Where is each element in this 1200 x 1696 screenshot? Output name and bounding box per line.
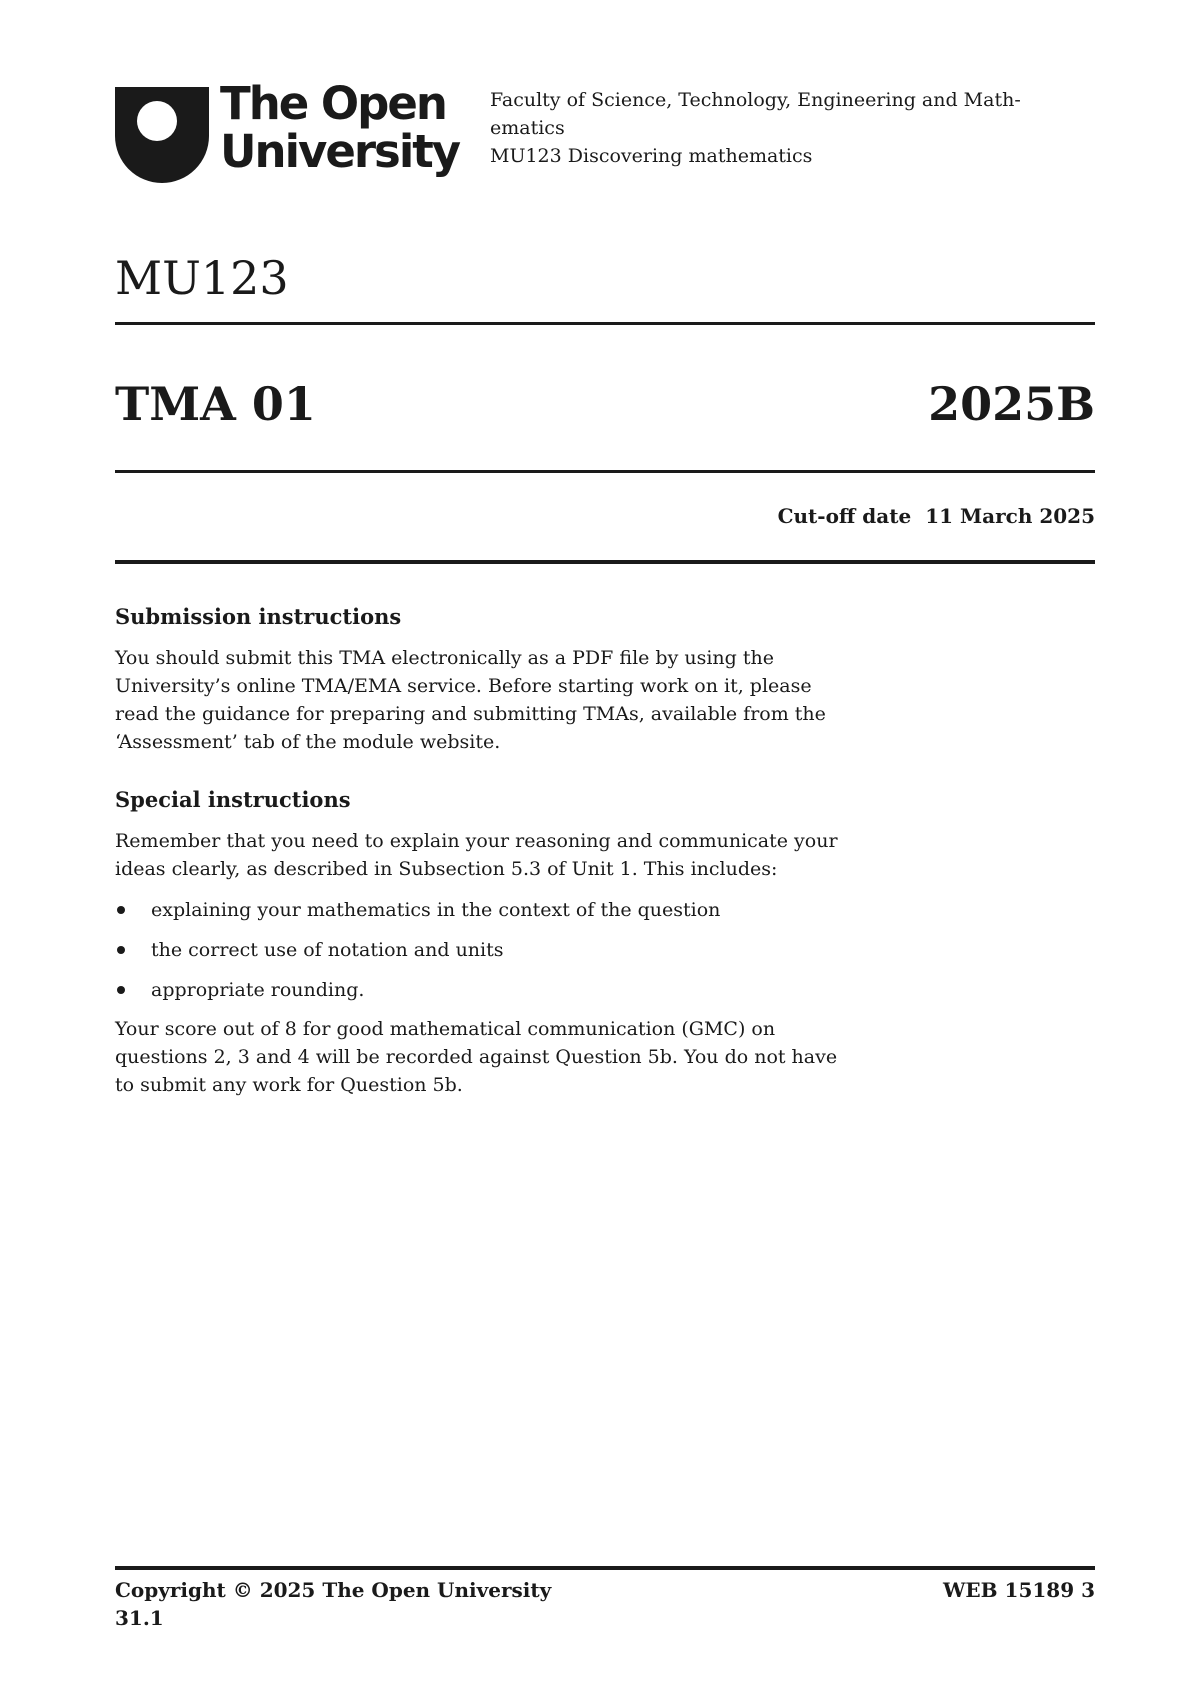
text-line: You should submit this TMA electronically as a PDF file by using the <box>115 647 774 669</box>
divider <box>115 560 1095 564</box>
submission-paragraph <box>115 644 860 756</box>
text-line: Remember that you need to explain your reasoning and communicate your <box>115 830 838 852</box>
version-number: 31.1 <box>115 1606 164 1630</box>
open-university-logo <box>115 77 460 191</box>
footer-divider <box>115 1566 1095 1570</box>
cutoff-date-line <box>778 502 1095 530</box>
bullet-icon <box>117 906 125 914</box>
presentation-code: 2025B <box>928 377 1095 431</box>
list-item <box>115 896 860 924</box>
module-code: MU123 <box>115 251 289 305</box>
text-line: to submit any work for Question 5b. <box>115 1074 463 1096</box>
list-item-text: appropriate rounding. <box>151 979 365 1001</box>
shield-logo-icon <box>115 87 209 183</box>
text-line: University’s online TMA/EMA service. Before starting work on it, please <box>115 675 812 697</box>
module-name: MU123 Discovering mathematics <box>490 145 813 167</box>
text-line: read the guidance for preparing and submitting TMAs, available from the <box>115 703 826 725</box>
text-line: Your score out of 8 for good mathematical communication (GMC) on <box>115 1018 776 1040</box>
text-line: ‘Assessment’ tab of the module website. <box>115 731 501 753</box>
bullet-icon <box>117 986 125 994</box>
list-item-text: explaining your mathematics in the context of the question <box>151 899 721 921</box>
special-intro <box>115 827 860 883</box>
special-heading: Special instructions <box>115 787 351 812</box>
cutoff-date: 11 March 2025 <box>925 504 1095 528</box>
copyright-notice: Copyright © 2025 The Open University <box>115 1578 552 1602</box>
divider <box>115 322 1095 325</box>
footer-left <box>115 1576 551 1632</box>
list-item-text: the correct use of notation and units <box>151 939 504 961</box>
document-code: WEB 15189 3 <box>942 1578 1095 1602</box>
instructions-content <box>115 603 860 1099</box>
list-item <box>115 976 860 1004</box>
faculty-line-1: Faculty of Science, Technology, Engineering and Math- <box>490 89 1021 111</box>
cutoff-label: Cut-off date <box>777 504 912 528</box>
list-item <box>115 936 860 964</box>
faculty-line-2: ematics <box>490 117 565 139</box>
assignment-title: TMA 01 <box>115 377 316 431</box>
logo-wordmark <box>220 77 460 178</box>
divider <box>115 470 1095 473</box>
text-line: questions 2, 3 and 4 will be recorded against Question 5b. You do not have <box>115 1046 838 1068</box>
logo-line-1: The Open <box>220 77 446 130</box>
gmc-paragraph <box>115 1015 860 1099</box>
bullet-icon <box>117 946 125 954</box>
faculty-block <box>490 86 1095 170</box>
submission-heading: Submission instructions <box>115 604 402 629</box>
logo-line-2: University <box>220 125 460 178</box>
requirements-list <box>115 896 860 1004</box>
text-line: ideas clearly, as described in Subsection 5.3 of Unit 1. This includes: <box>115 858 778 880</box>
